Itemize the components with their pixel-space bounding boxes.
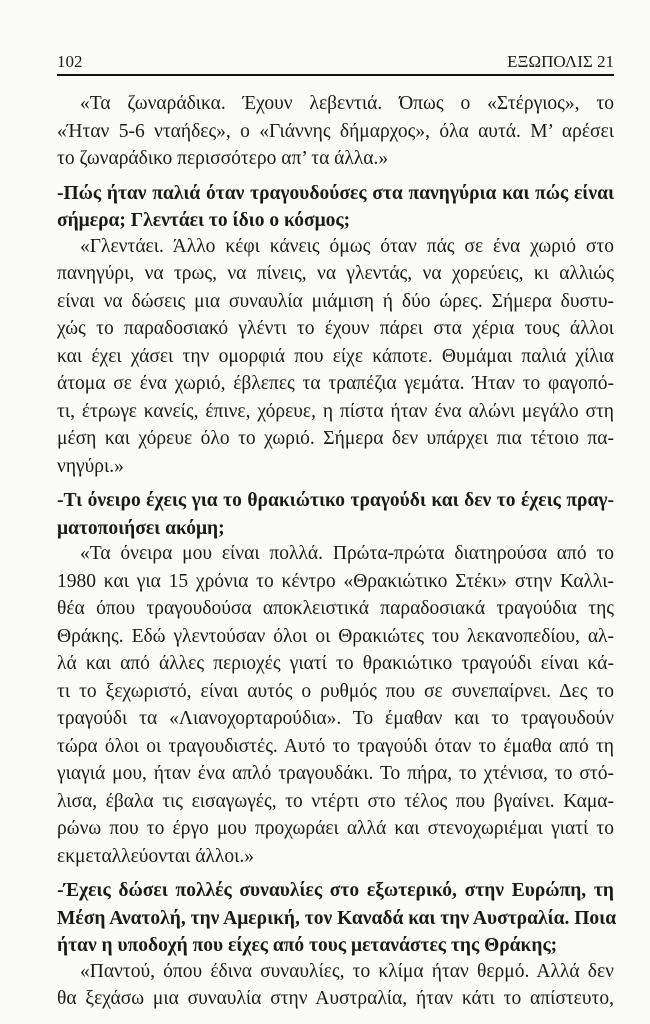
text-line: -Τι όνειρο έχεις για το θρακιώτικο τραγούδι και δεν το έχεις πραγ-	[57, 490, 614, 511]
running-title: ΕΞΩΠΟΛΙΣ 21	[507, 52, 614, 71]
interview-answer	[57, 540, 614, 870]
interview-question	[57, 877, 617, 960]
text-line: σήμερα; Γλεντάει το ίδιο ο κόσμος;	[57, 210, 351, 231]
text-line: πανηγύρι, να τρως, να πίνεις, να γλεντάς, να χορεύεις, κι αλλιώς	[57, 263, 614, 284]
page-number: 102	[57, 52, 83, 71]
interview-answer	[57, 90, 614, 173]
text-line: «Παντού, όπου έδινα συναυλίες, το κλίμα ήταν θερμό. Αλλά δεν	[80, 960, 614, 982]
text-line: εκμεταλλεύονται άλλοι.»	[57, 845, 254, 867]
text-line: -Πώς ήταν παλιά όταν τραγουδούσες στα πανηγύρια και πώς είναι	[57, 182, 614, 204]
text-line: άτομα σε ένα χωριό, έβλεπες τα τραπέζια γεμάτα. Ήταν το φαγοπό-	[57, 373, 614, 394]
text-line: «Τα ζωναράδικα. Έχουν λεβεντιά. Όπως ο «Στέργιος», το	[80, 93, 614, 114]
text-line: θα ξεχάσω μια συναυλία στην Αυστραλία, ήταν κάτι το απίστευτο,	[57, 988, 614, 1009]
text-line: ρώνω που το έργο μου προχωράει αλλά και στενοχωριέμαι γιατί το	[57, 818, 614, 839]
text-line: λισα, έβαλα τις εισαγωγές, το ντέρτι στο τέλος που βγαίνει. Καμα-	[57, 790, 614, 812]
text-line: είναι να δώσεις μια συναυλία μιάμιση ή δύο ώρες. Σήμερα δυστυ-	[57, 290, 614, 312]
text-line: 1980 και για 15 χρόνια το κέντρο «Θρακιώτικο Στέκι» στην Καλλι-	[57, 570, 614, 592]
text-line: νηγύρι.»	[57, 455, 124, 477]
text-line: γιαγιά μου, ήταν ένα απλό τραγουδάκι. Το πήρα, το χτένισα, το στό-	[57, 763, 614, 784]
text-line: θέα όπου τραγουδούσα αποκλειστικά παραδοσιακά τραγούδια της	[57, 598, 614, 619]
text-line: ήταν η υποδοχή που είχες από τους μετανάστες της Θράκης;	[57, 935, 558, 956]
interview-question	[57, 180, 614, 235]
text-line: -Έχεις δώσει πολλές συναυλίες στο εξωτερικό, στην Ευρώπη, τη	[57, 880, 614, 901]
text-line: τώρα όλοι οι τραγουδιστές. Αυτό το τραγούδι όταν το έμαθα από τη	[57, 735, 614, 757]
text-line: τραγούδι τα «Λιανοχορταρούδια». Το έμαθαν και το τραγουδούν	[57, 708, 614, 729]
text-line: μέση και χόρευε όλο το χωριό. Σήμερα δεν υπάρχει πια τέτοιο πα-	[57, 428, 614, 449]
text-line: «Ήταν 5-6 νταήδες», ο «Γιάννης δήμαρχος», όλα αυτά. Μ’ αρέσει	[57, 120, 614, 142]
text-line: «Τα όνειρα μου είναι πολλά. Πρώτα-πρώτα διατηρούσα από το	[80, 543, 614, 564]
interview-answer	[57, 233, 614, 481]
text-line: «Γλεντάει. Άλλο κέφι κάνεις όμως όταν πάς σε ένα χωριό στο	[80, 235, 614, 257]
text-line: Θράκης. Εδώ γλεντούσαν όλοι οι Θρακιώτες του λεκανοπεδίου, αλ-	[57, 625, 614, 647]
page-body	[57, 90, 617, 1013]
text-line: τι το ξεχωριστό, είναι αυτός ο ρυθμός που σε συνεπαίρνει. Δες το	[57, 680, 614, 702]
text-line: και έχει χάσει την ομορφιά που είχε κάποτε. Θυμάμαι παλιά χίλια	[57, 345, 614, 367]
interview-answer	[57, 958, 614, 1013]
text-line: λά και από άλλες περιοχές γιατί το θρακιώτικο τραγούδι είναι κά-	[57, 653, 614, 674]
text-line: τι, έτρωγε κανείς, έπινε, χόρευε, η πίστα ήταν ένα αλώνι μεγάλο στη	[57, 400, 614, 422]
text-line: το ζωναράδικο περισσότερο απ’ τα άλλα.»	[57, 148, 389, 169]
interview-question	[57, 487, 614, 542]
text-line: Μέση Ανατολή, την Αμερική, τον Καναδά και την Αυστραλία. Ποια	[57, 907, 617, 929]
page-header	[57, 50, 614, 76]
text-line: χώς το παραδοσιακό γλέντι το έχουν πάρει στα χέρια τους άλλοι	[57, 318, 614, 339]
text-line: ματοποιήσει ακόμη;	[57, 517, 225, 539]
